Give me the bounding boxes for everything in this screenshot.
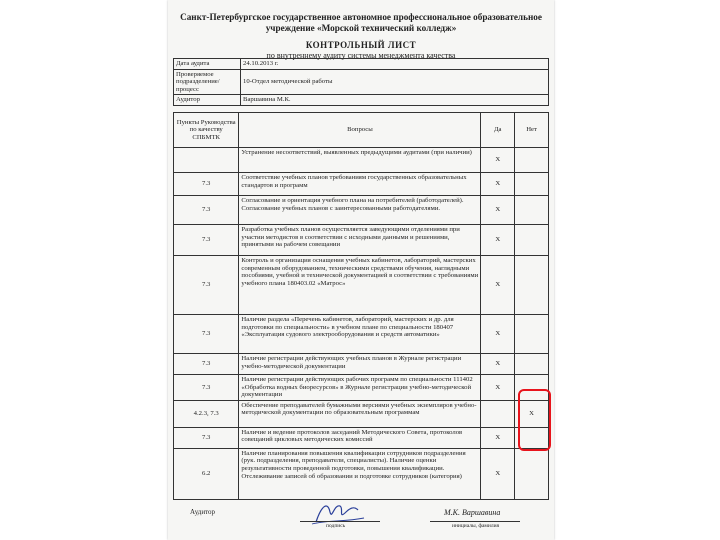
document-subtitle: по внутреннему аудиту системы менеджмента качества — [266, 51, 456, 60]
point-cell — [174, 148, 239, 173]
no-cell — [515, 148, 549, 173]
question-cell: Наличие и ведение протоколов заседаний Методического Совета, протоколов совещаний цикловых методических комиссий — [239, 427, 481, 448]
auditor-label: Аудитор — [174, 95, 241, 106]
yes-cell: X — [481, 375, 515, 401]
name-line — [430, 521, 520, 522]
yes-cell: X — [481, 196, 515, 225]
no-cell — [515, 448, 549, 499]
org-line-2: учреждение «Морской технический колледж» — [265, 23, 457, 33]
yes-cell: X — [481, 256, 515, 315]
unit-label: Проверяемое подразделение/ процесс — [174, 69, 241, 95]
point-cell: 4.2.3, 7.3 — [174, 400, 239, 427]
table-row — [174, 225, 549, 256]
table-row — [174, 375, 549, 401]
highlight-box — [518, 389, 551, 451]
table-row — [174, 400, 549, 427]
yes-cell: X — [481, 448, 515, 499]
auditor-row — [174, 95, 549, 106]
no-cell — [515, 354, 549, 375]
organization-name — [168, 12, 554, 34]
table-row — [174, 196, 549, 225]
question-cell: Наличие раздела «Перечень кабинетов, лабораторий, мастерских и др. для подготовки по специальности» в учебном плане по специальности 180407 «Эксплуатация судового электрооборудования и средств автоматики» — [239, 315, 481, 354]
date-label: Дата аудита — [174, 59, 241, 70]
yes-cell: X — [481, 173, 515, 196]
col-yes-header: Да — [481, 113, 515, 148]
signature-caption: подпись — [326, 523, 346, 529]
date-value: 24.10.2013 г. — [241, 59, 549, 70]
no-cell — [515, 315, 549, 354]
auditor-name: М.К. Варшавина — [444, 508, 501, 517]
point-cell: 7.3 — [174, 315, 239, 354]
no-cell — [515, 225, 549, 256]
table-row — [174, 315, 549, 354]
col-points-header: Пункты Руководства по качеству СПБМТК — [174, 113, 239, 148]
yes-cell: X — [481, 225, 515, 256]
yes-cell: X — [481, 427, 515, 448]
point-cell: 7.3 — [174, 196, 239, 225]
no-cell — [515, 173, 549, 196]
table-row — [174, 427, 549, 448]
question-cell: Контроль и организация оснащения учебных кабинетов, лабораторий, мастерских современным оборудованием, техническими средствами обучения, наглядными пособиями, учебной и технической документацией в соответствии с требованиями учебного плана 180403.02 «Матрос» — [239, 256, 481, 315]
unit-row — [174, 69, 549, 95]
point-cell: 7.3 — [174, 427, 239, 448]
point-cell: 7.3 — [174, 173, 239, 196]
document-title: КОНТРОЛЬНЫЙ ЛИСТ — [305, 40, 417, 50]
table-row — [174, 256, 549, 315]
no-cell: X — [515, 400, 549, 427]
question-cell: Разработка учебных планов осуществляется заведующими отделениями при участии методистов в соответствии с исходными данными и решениями, принятыми на рабочем совещании — [239, 225, 481, 256]
question-cell: Наличие планирования повышения квалификации сотрудников подразделения (рук. подразделения, преподаватели, специалисты). Наличие оценки результативности проведенной подготовки, повышения квалификации. Отслеживание записей об образовании и подготовке сотрудников (категория) — [239, 448, 481, 499]
org-line-1: Санкт-Петербургское государственное автономное профессиональное образовательное — [180, 12, 542, 22]
point-cell: 7.3 — [174, 375, 239, 401]
audit-info-table — [173, 58, 549, 106]
yes-cell — [481, 400, 515, 427]
question-cell: Обеспечение преподавателей бумажными версиями учебных экземпляров учебно-методической документации по образовательным программам — [239, 400, 481, 427]
document-page — [168, 0, 554, 540]
question-cell: Наличие регистрации действующих учебных планов в Журнале регистрации учебно-методической документации — [239, 354, 481, 375]
name-caption: инициалы, фамилия — [452, 523, 500, 529]
point-cell: 7.3 — [174, 354, 239, 375]
question-cell: Устранение несоответствий, выявленных предыдущими аудитами (при наличии) — [239, 148, 481, 173]
question-cell: Соответствие учебных планов требованиям государственных образовательных стандартов и программ — [239, 173, 481, 196]
point-cell: 7.3 — [174, 225, 239, 256]
point-cell: 6.2 — [174, 448, 239, 499]
auditor-value: Варшавина М.К. — [241, 95, 549, 106]
no-cell — [515, 256, 549, 315]
table-row — [174, 448, 549, 499]
signature-line — [300, 521, 380, 522]
footer-auditor-label: Аудитор — [190, 508, 216, 516]
table-row — [174, 173, 549, 196]
yes-cell: X — [481, 148, 515, 173]
question-cell: Согласование и ориентация учебного плана на потребителей (работодателей). Согласование учебных планов с заинтересованными работодателями. — [239, 196, 481, 225]
question-cell: Наличие регистрации действующих рабочих программ по специальности 111402 «Обработка водных биоресурсов» в Журнале регистрации учебно-методической документации — [239, 375, 481, 401]
col-questions-header: Вопросы — [239, 113, 481, 148]
col-no-header: Нет — [515, 113, 549, 148]
yes-cell: X — [481, 315, 515, 354]
table-row — [174, 148, 549, 173]
unit-value: 10-Отдел методической работы — [241, 69, 549, 95]
signature-footer — [168, 498, 554, 538]
yes-cell: X — [481, 354, 515, 375]
no-cell — [515, 196, 549, 225]
checklist-header-row — [174, 113, 549, 148]
point-cell: 7.3 — [174, 256, 239, 315]
date-row — [174, 59, 549, 70]
table-row — [174, 354, 549, 375]
checklist-table — [173, 112, 549, 500]
